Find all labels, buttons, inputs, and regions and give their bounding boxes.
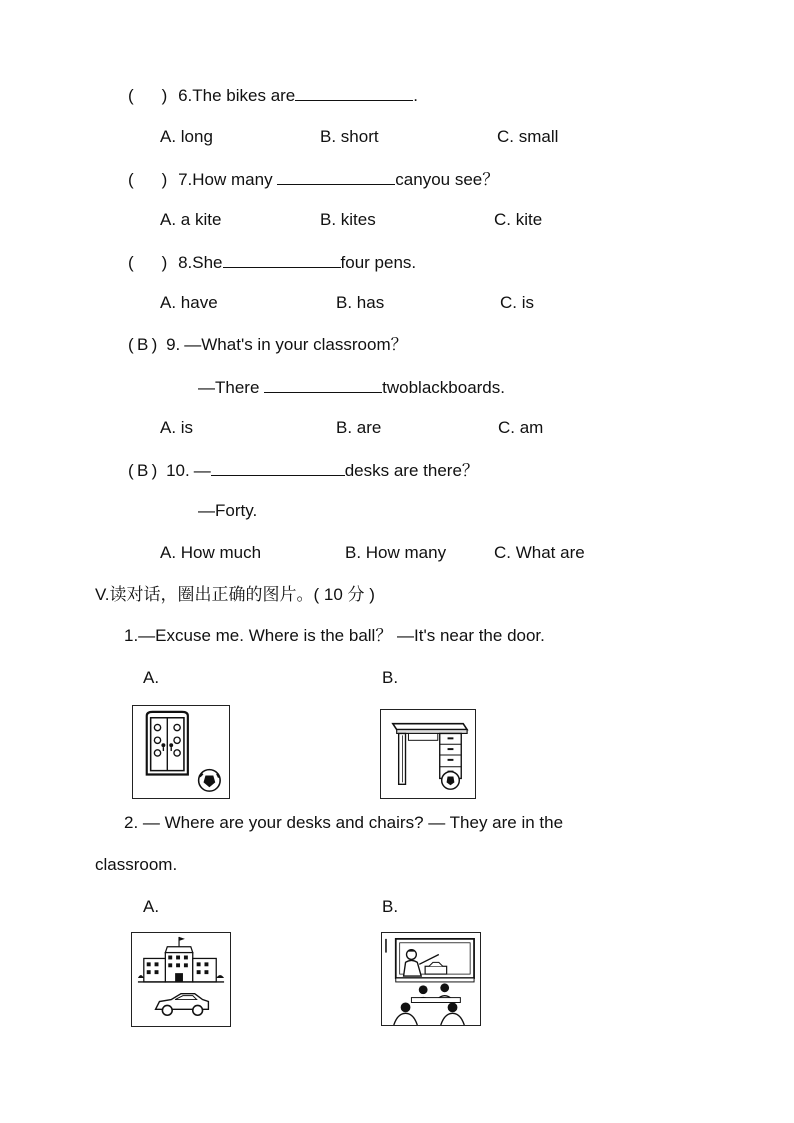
paren-close: ) — [151, 461, 158, 480]
question-text: The bikes are — [192, 86, 296, 105]
option-c[interactable]: C. kite — [494, 210, 543, 229]
answer-blank[interactable] — [211, 459, 345, 476]
question-text: How many — [192, 170, 278, 189]
question-number: 6. — [178, 86, 193, 105]
paren-open: ( — [128, 86, 134, 105]
question-6 — [128, 84, 418, 107]
option-a[interactable]: A. have — [160, 293, 218, 312]
question-text: —What's in your classroom？ — [184, 335, 408, 354]
option-b[interactable]: B. How many — [345, 543, 447, 562]
answer-blank[interactable] — [295, 84, 413, 101]
option-b[interactable]: B. kites — [320, 210, 376, 229]
question-8 — [128, 251, 416, 274]
picture-door-with-ball[interactable] — [132, 705, 230, 799]
picture-desk-with-ball[interactable] — [380, 709, 476, 799]
picture-label-a: A. — [143, 668, 160, 687]
picture-classroom[interactable] — [381, 932, 481, 1026]
question-number: 7. — [178, 170, 193, 189]
paren-open: ( — [128, 461, 134, 480]
question-number: 8. — [178, 253, 193, 272]
option-b[interactable]: B. has — [336, 293, 385, 312]
option-c[interactable]: C. is — [500, 293, 534, 312]
option-a[interactable]: A. is — [160, 418, 194, 437]
question-10-response — [198, 500, 257, 522]
question-number: 10. — [166, 461, 190, 480]
option-b[interactable]: B. short — [320, 127, 379, 146]
answer-slot[interactable]: B — [137, 461, 149, 480]
paren-open: ( — [128, 253, 134, 272]
question-9-response — [198, 376, 505, 399]
dialogue-2-line-2: classroom. — [95, 855, 178, 874]
dialogue-1: 1.—Excuse me. Where is the ball？ —It's near the door. — [124, 626, 545, 645]
answer-blank[interactable] — [277, 168, 395, 185]
response-text-end: twoblackboards. — [382, 378, 505, 397]
paren-open: ( — [128, 170, 134, 189]
question-9 — [128, 334, 408, 356]
option-b[interactable]: B. are — [336, 418, 382, 437]
question-text-end: . — [413, 86, 418, 105]
option-a[interactable]: A. a kite — [160, 210, 222, 229]
question-7 — [128, 168, 499, 191]
question-text-end: canyou see？ — [395, 170, 500, 189]
question-text-end: four pens. — [340, 253, 417, 272]
paren-close: ) — [161, 253, 168, 272]
paren-close: ) — [151, 335, 158, 354]
question-text-end: desks are there？ — [344, 461, 479, 480]
dialogue-2-line-1: 2. — Where are your desks and chairs? — They are in the — [124, 813, 564, 832]
paren-close: ) — [161, 170, 168, 189]
option-a[interactable]: A. long — [160, 127, 213, 146]
option-c[interactable]: C. What are — [494, 543, 585, 562]
response-text: —There — [198, 378, 265, 397]
answer-blank[interactable] — [264, 376, 382, 393]
question-10 — [128, 459, 479, 482]
picture-label-b: B. — [382, 897, 399, 916]
paren-open: ( — [128, 335, 134, 354]
picture-school-with-car[interactable] — [131, 932, 231, 1027]
option-c[interactable]: C. small — [497, 127, 559, 146]
question-number: 9. — [166, 335, 181, 354]
response-text: —Forty. — [198, 501, 258, 520]
picture-label-a: A. — [143, 897, 160, 916]
answer-slot[interactable]: B — [137, 335, 149, 354]
question-text: — — [193, 461, 211, 480]
option-a[interactable]: A. How much — [160, 543, 262, 562]
section-heading: V.读对话，圈出正确的图片。( 10 分 ) — [95, 585, 375, 604]
picture-label-b: B. — [382, 668, 399, 687]
option-c[interactable]: C. am — [498, 418, 544, 437]
question-text: She — [192, 253, 223, 272]
answer-blank[interactable] — [223, 251, 341, 268]
paren-close: ) — [161, 86, 168, 105]
